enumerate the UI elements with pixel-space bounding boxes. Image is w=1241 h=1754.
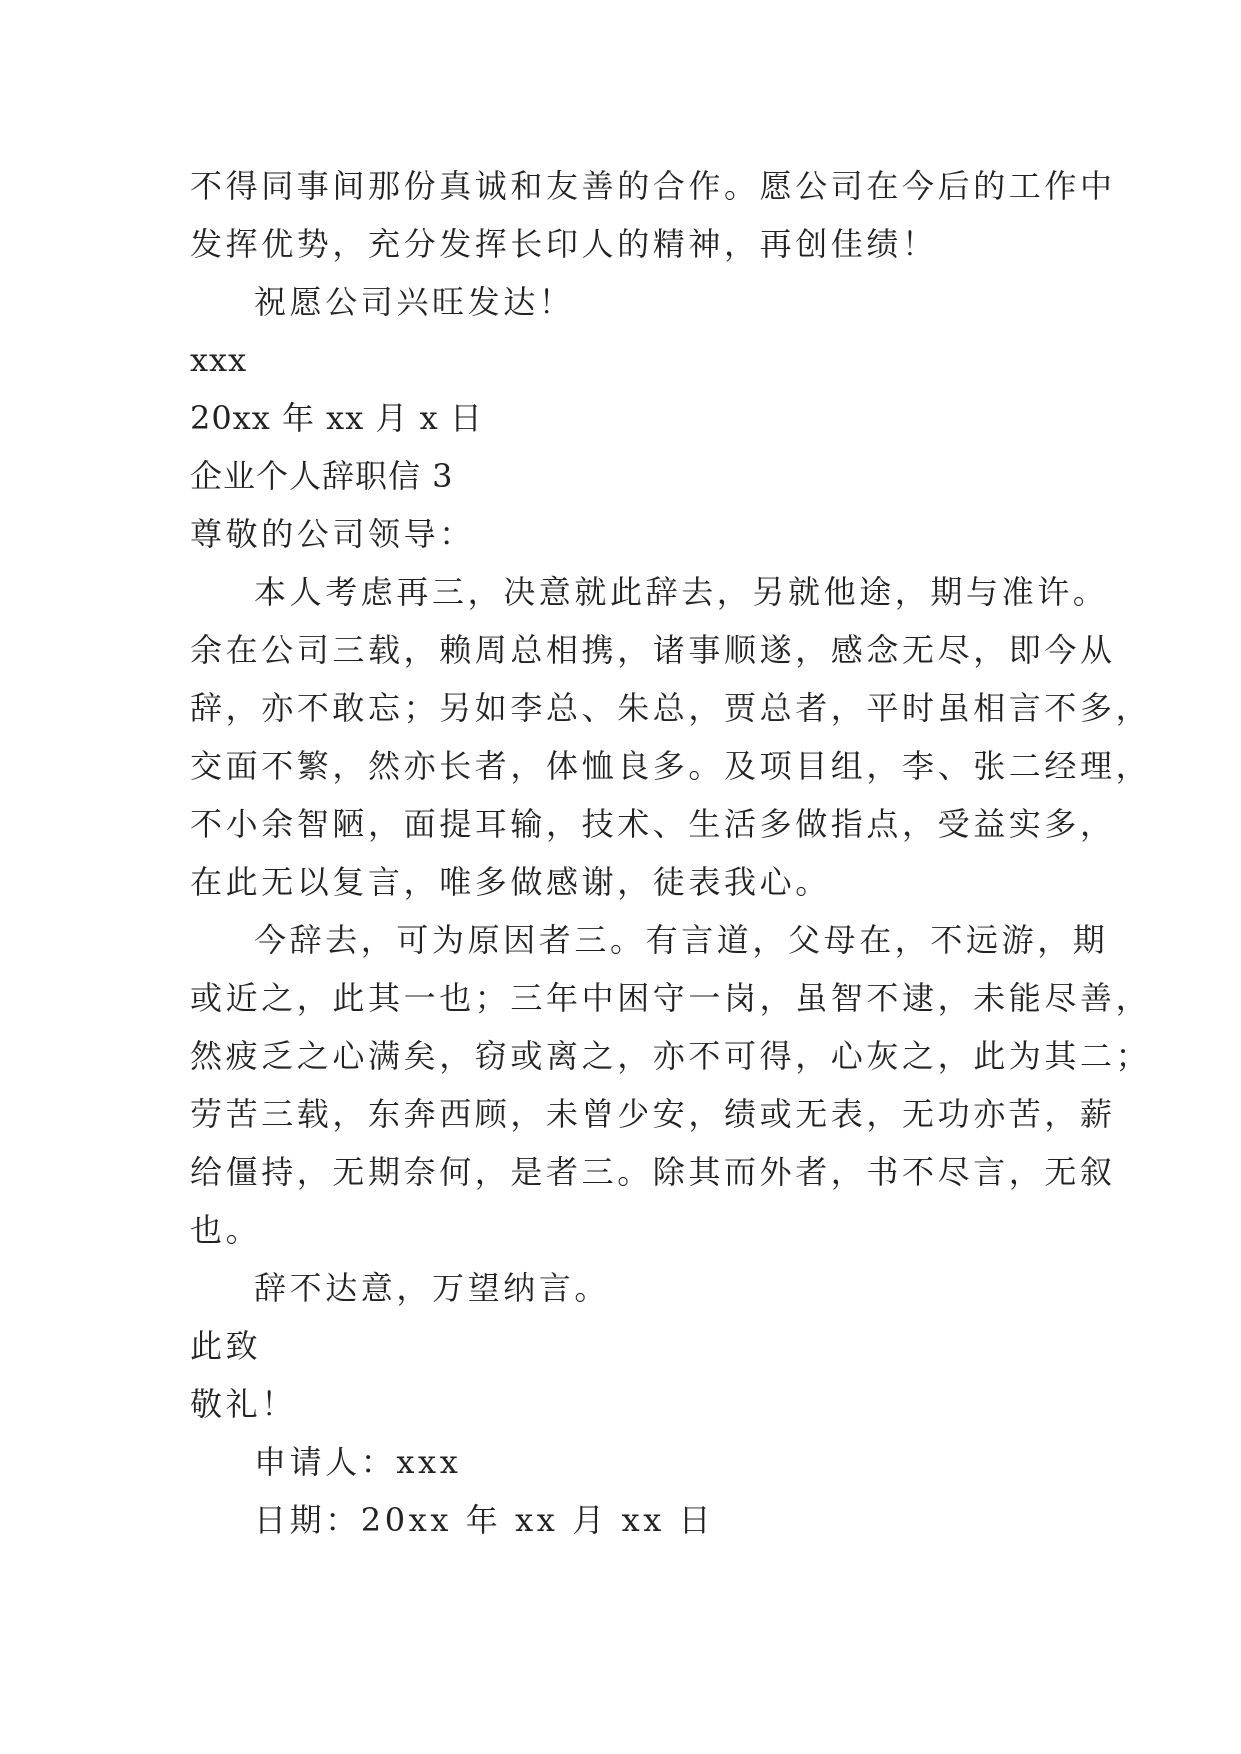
paragraph-line: 劳苦三载，东奔西顾，未曾少安，绩或无表，无功亦苦，薪 bbox=[190, 1095, 1116, 1133]
paragraph-line: 余在公司三载，赖周总相携，诸事顺遂，感念无尽，即今从 bbox=[190, 631, 1116, 669]
signature-date: 20xx 年 xx 月 x 日 bbox=[190, 399, 483, 437]
paragraph-line: 在此无以复言，唯多做感谢，徒表我心。 bbox=[190, 863, 831, 901]
document-body bbox=[190, 157, 1152, 1549]
salutation: 尊敬的公司领导： bbox=[190, 515, 475, 553]
section-title: 企业个人辞职信 3 bbox=[190, 457, 454, 495]
paragraph-line: 或近之，此其一也；三年中困守一岗，虽智不逮，未能尽善， bbox=[190, 979, 1152, 1017]
closing-line: 此致 bbox=[190, 1327, 262, 1365]
paragraph-line: 今辞去，可为原因者三。有言道，父母在，不远游，期 bbox=[254, 921, 1109, 959]
applicant-line: 申请人：xxx bbox=[254, 1443, 462, 1481]
paragraph-line: 交面不繁，然亦长者，体恤良多。及项目组，李、张二经理， bbox=[190, 747, 1152, 785]
paragraph-line: 不得同事间那份真诚和友善的合作。愿公司在今后的工作中 bbox=[190, 167, 1116, 205]
paragraph-line: 发挥优势，充分发挥长印人的精神，再创佳绩！ bbox=[190, 225, 938, 263]
wish-line: 祝愿公司兴旺发达！ bbox=[254, 283, 575, 321]
paragraph-line: 本人考虑再三，决意就此辞去，另就他途，期与准许。 bbox=[254, 573, 1109, 611]
signature-name: xxx bbox=[190, 341, 248, 379]
paragraph-line: 给僵持，无期奈何，是者三。除其而外者，书不尽言，无叙 bbox=[190, 1153, 1116, 1191]
closing-line: 敬礼！ bbox=[190, 1385, 297, 1423]
paragraph-line: 不小余智陋，面提耳输，技术、生活多做指点，受益实多， bbox=[190, 805, 1116, 843]
date-line: 日期：20xx 年 xx 月 xx 日 bbox=[254, 1501, 715, 1539]
paragraph-line: 然疲乏之心满矣，窃或离之，亦不可得，心灰之，此为其二； bbox=[190, 1037, 1152, 1075]
paragraph-line: 辞不达意，万望纳言。 bbox=[254, 1269, 611, 1307]
paragraph-line: 也。 bbox=[190, 1211, 262, 1249]
paragraph-line: 辞，亦不敢忘；另如李总、朱总，贾总者，平时虽相言不多， bbox=[190, 689, 1152, 727]
